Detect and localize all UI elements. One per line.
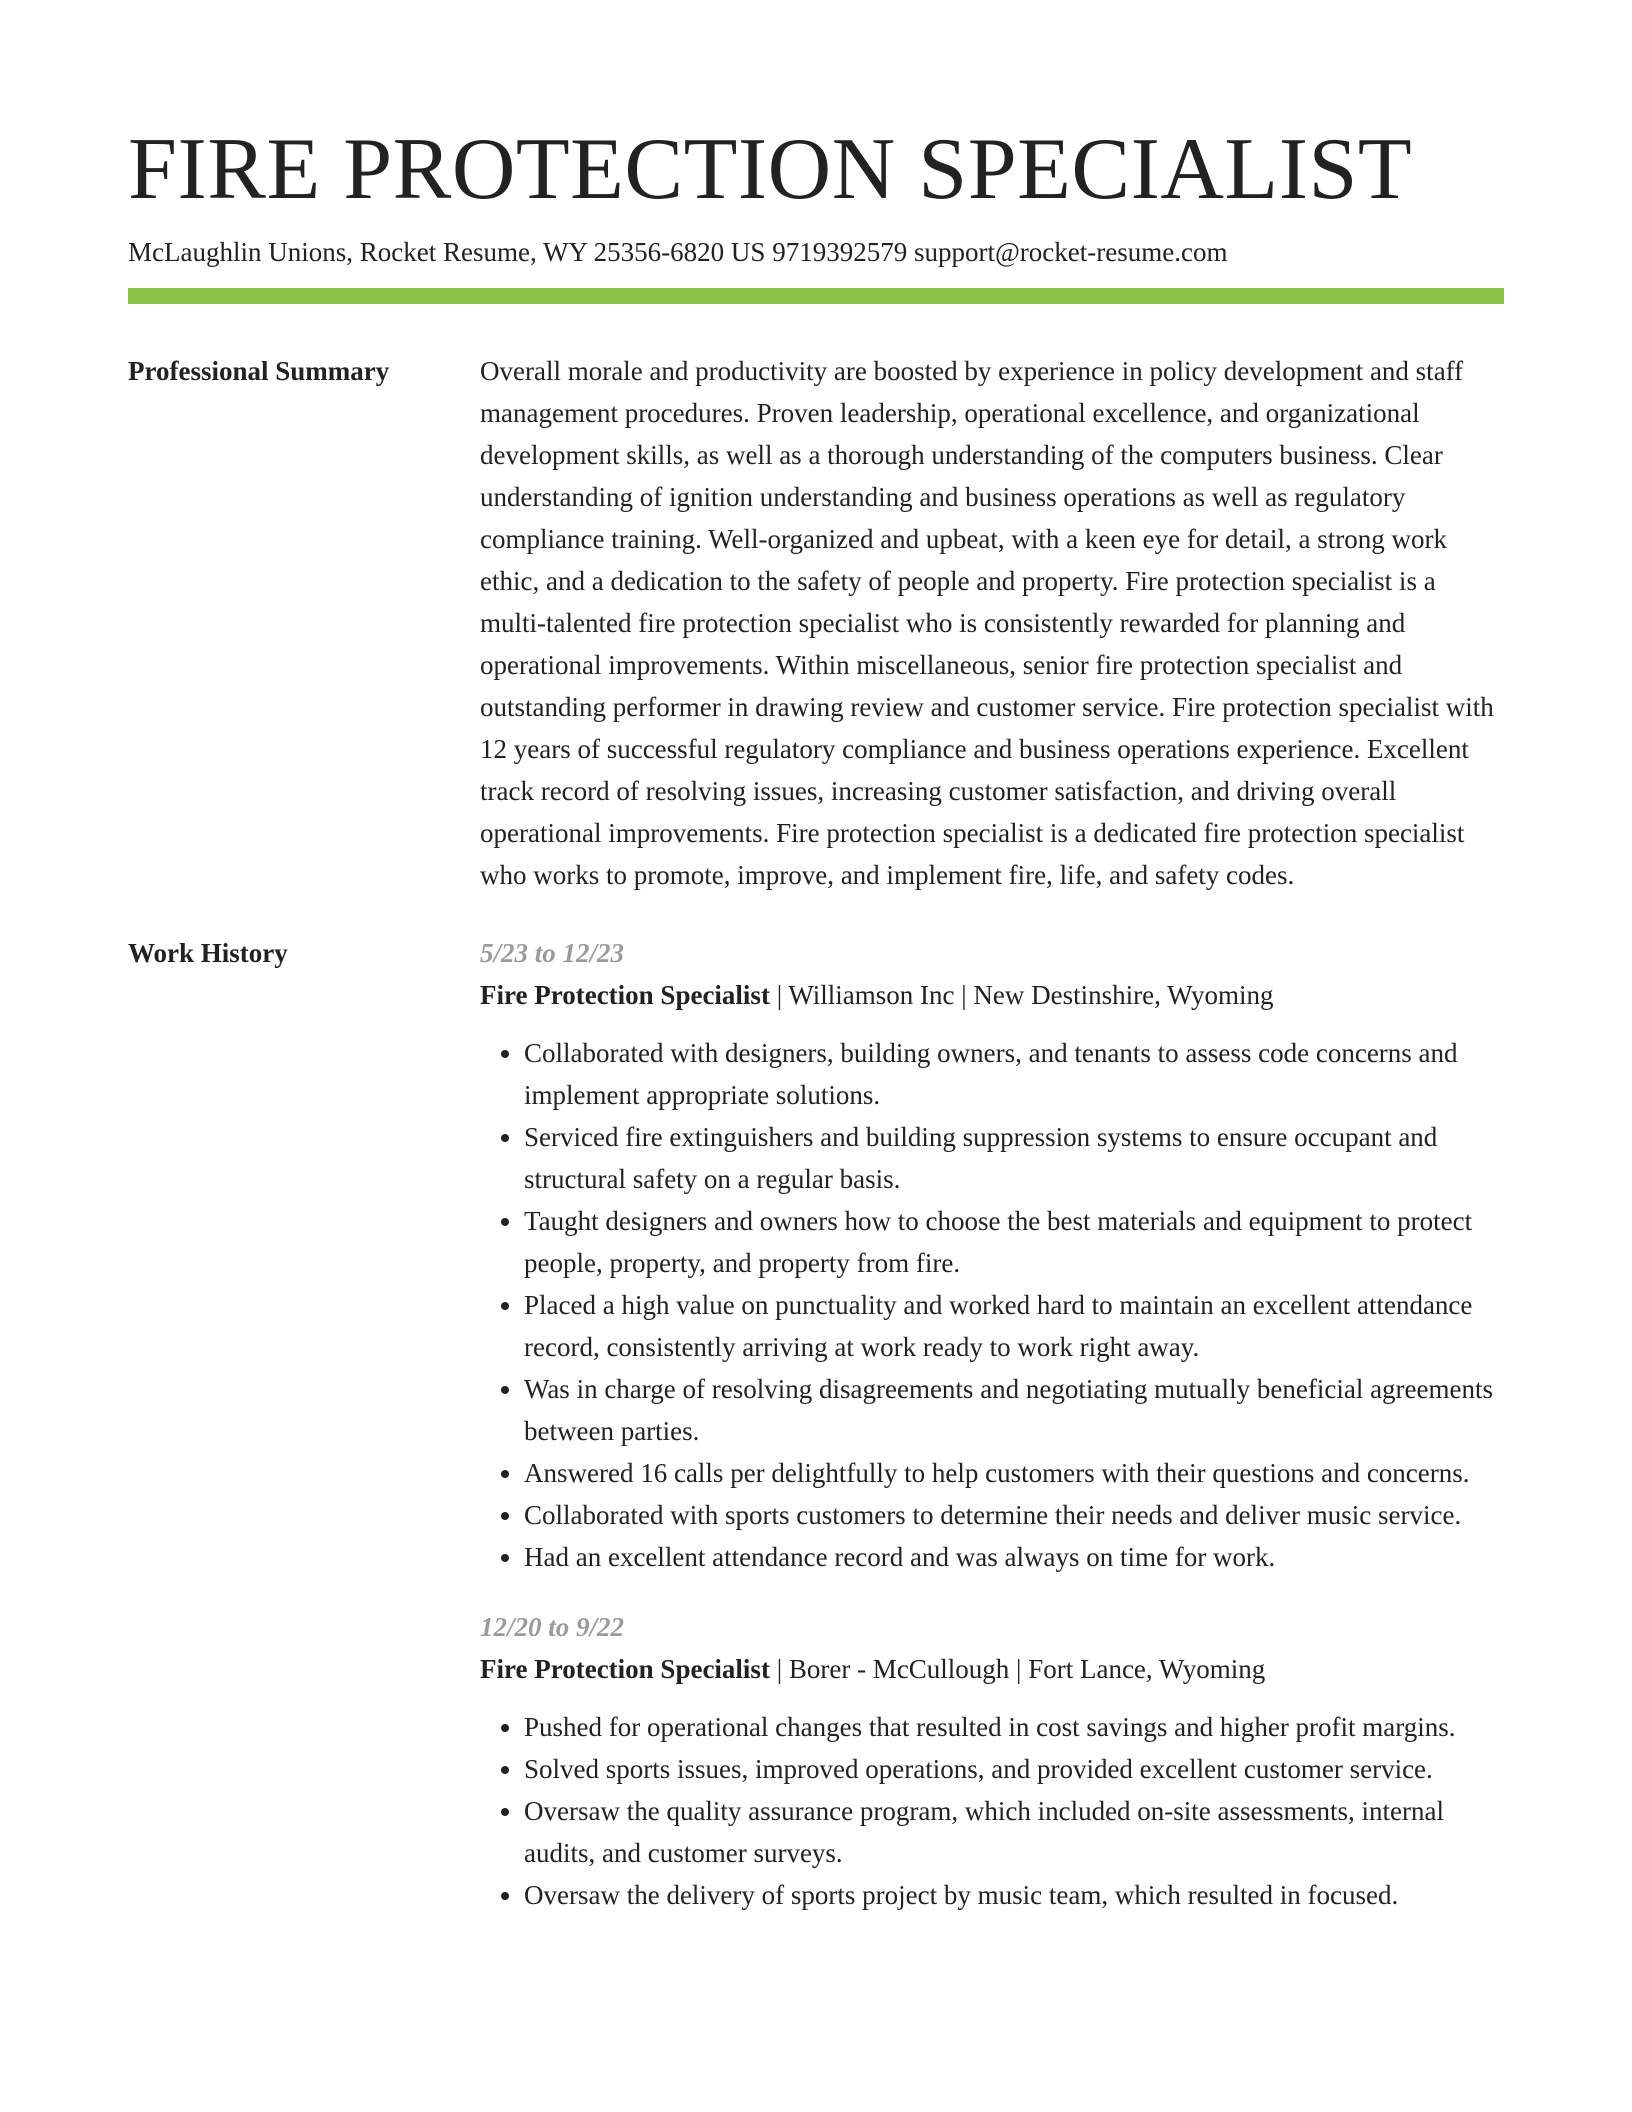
job-position: Fire Protection Specialist	[480, 1654, 770, 1684]
section-heading: Work History	[128, 938, 288, 968]
job-dates: 12/20 to 9/22	[480, 1612, 625, 1642]
summary-paragraph: Overall morale and productivity are boosted by experience in policy development and staff management procedures. Proven leadership, operational excellence, and organizational development skills, as well as a thorough understanding of the computers business. Clear understanding of ignition understanding and business operations as well as regulatory compliance training. Well-organized and upbeat, with a keen eye for detail, a strong work ethic, and a dedication to the safety of people and property. Fire protection specialist is a multi-talented fire protection specialist who is consistently rewarded for planning and operational improvements. Within miscellaneous, senior fire protection specialist and outstanding performer in drawing review and customer service. Fire protection specialist with 12 years of successful regulatory compliance and business operations experience. Excellent track record of resolving issues, increasing customer satisfaction, and driving overall operational improvements. Fire protection specialist is a dedicated fire protection specialist who works to promote, improve, and implement fire, life, and safety codes.	[480, 356, 1494, 890]
job-duty: • Oversaw the quality assurance program, which included on-site assessments, internal audits, and customer surveys.	[524, 1790, 1504, 1874]
job-dates: 5/23 to 12/23	[480, 938, 625, 968]
job-company-location: | Borer - McCullough | Fort Lance, Wyoming	[769, 1654, 1266, 1684]
job-duties-list	[480, 1706, 1504, 1916]
job-duty: • Had an excellent attendance record and was always on time for work.	[524, 1536, 1504, 1578]
job-duty: • Was in charge of resolving disagreements and negotiating mutually beneficial agreements between parties.	[524, 1368, 1504, 1452]
job-heading	[480, 1648, 1504, 1690]
job-company-location: | Williamson Inc | New Destinshire, Wyoming	[769, 980, 1274, 1010]
job-duty: • Solved sports issues, improved operations, and provided excellent customer service.	[524, 1748, 1504, 1790]
job-position: Fire Protection Specialist	[480, 980, 770, 1010]
resume-page	[128, 0, 1504, 1916]
work-history-section	[128, 932, 1504, 1916]
header-divider	[128, 288, 1504, 304]
job-duty: • Oversaw the delivery of sports project by music team, which resulted in focused.	[524, 1874, 1504, 1916]
section-heading: Professional Summary	[128, 356, 390, 386]
professional-summary-section	[128, 350, 1504, 896]
job-duty: • Taught designers and owners how to choose the best materials and equipment to protect people, property, and property from fire.	[524, 1200, 1504, 1284]
job-heading	[480, 974, 1504, 1016]
job-duty: • Collaborated with designers, building owners, and tenants to assess code concerns and implement appropriate solutions.	[524, 1032, 1504, 1116]
job-entry	[480, 932, 1504, 1578]
contact-info: McLaughlin Unions, Rocket Resume, WY 25356-6820 US 9719392579 support@rocket-resume.com	[128, 237, 1228, 267]
job-entry	[480, 1606, 1504, 1916]
job-duty: • Answered 16 calls per delightfully to help customers with their questions and concerns.	[524, 1452, 1504, 1494]
job-duties-list	[480, 1032, 1504, 1578]
resume-title: FIRE PROTECTION SPECIALIST	[128, 121, 1413, 218]
job-duty: • Collaborated with sports customers to determine their needs and deliver music service.	[524, 1494, 1504, 1536]
job-duty: • Serviced fire extinguishers and building suppression systems to ensure occupant and structural safety on a regular basis.	[524, 1116, 1504, 1200]
job-duty: • Pushed for operational changes that resulted in cost savings and higher profit margins.	[524, 1706, 1504, 1748]
section-content	[480, 350, 1504, 896]
section-content	[480, 932, 1504, 1916]
job-duty: • Placed a high value on punctuality and worked hard to maintain an excellent attendance record, consistently arriving at work ready to work right away.	[524, 1284, 1504, 1368]
